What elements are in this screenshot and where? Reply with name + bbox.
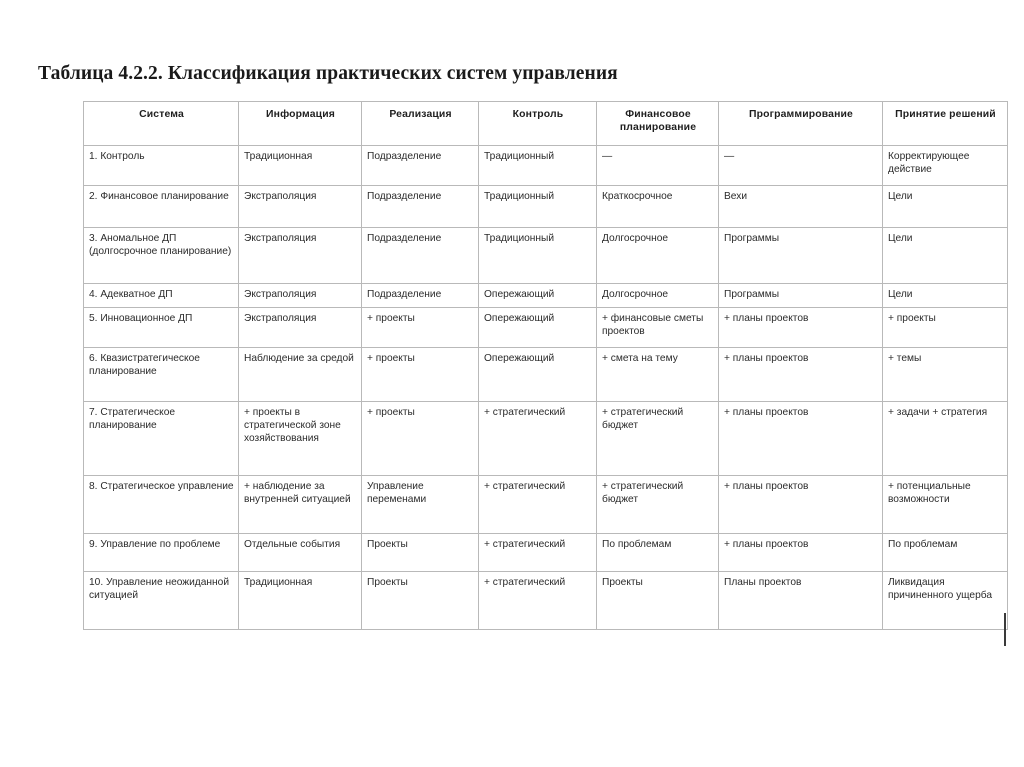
column-header-control: Контроль (479, 102, 597, 146)
cell-decision-making: + задачи + стратегия (883, 402, 1008, 476)
table-row (84, 228, 1008, 284)
table-row (84, 146, 1008, 186)
cell-information: Экстраполяция (239, 186, 362, 228)
cell-system: 3. Аномальное ДП (долгосрочное планирование) (84, 228, 239, 284)
cell-realization: + проекты (362, 402, 479, 476)
cell-decision-making: Ликвидация причиненного ущерба (883, 572, 1008, 630)
table-row (84, 284, 1008, 308)
column-header-information: Информация (239, 102, 362, 146)
cell-financial-planning: + стратегический бюджет (597, 402, 719, 476)
cell-programming: + планы проектов (719, 402, 883, 476)
cell-programming: + планы проектов (719, 348, 883, 402)
column-header-realization: Реализация (362, 102, 479, 146)
cell-system: 8. Стратегическое управление (84, 476, 239, 534)
cell-programming: Программы (719, 284, 883, 308)
cell-programming: Планы проектов (719, 572, 883, 630)
cell-programming: + планы проектов (719, 534, 883, 572)
cell-financial-planning: + смета на тему (597, 348, 719, 402)
cell-control: Опережающий (479, 284, 597, 308)
page-title: Таблица 4.2.2. Классификация практических систем управления (38, 63, 618, 84)
cell-realization: + проекты (362, 308, 479, 348)
scan-artifact-mark (1004, 613, 1006, 646)
cell-realization: Проекты (362, 572, 479, 630)
column-header-system: Система (84, 102, 239, 146)
cell-programming: + планы проектов (719, 476, 883, 534)
cell-control: + стратегический (479, 402, 597, 476)
table-body (84, 146, 1008, 630)
cell-decision-making: + потенциальные возможности (883, 476, 1008, 534)
table-row (84, 348, 1008, 402)
classification-table (83, 101, 1008, 630)
cell-decision-making: Цели (883, 284, 1008, 308)
cell-programming: Вехи (719, 186, 883, 228)
column-header-financial-planning: Финансовое планирование (597, 102, 719, 146)
cell-system: 1. Контроль (84, 146, 239, 186)
table-header (84, 102, 1008, 146)
cell-information: Отдельные события (239, 534, 362, 572)
cell-financial-planning: Долгосрочное (597, 228, 719, 284)
cell-financial-planning: Проекты (597, 572, 719, 630)
column-header-decision-making: Принятие решений (883, 102, 1008, 146)
table-header-row (84, 102, 1008, 146)
cell-control: Опережающий (479, 348, 597, 402)
cell-realization: + проекты (362, 348, 479, 402)
column-header-programming: Программирование (719, 102, 883, 146)
table-row (84, 308, 1008, 348)
cell-decision-making: Цели (883, 228, 1008, 284)
cell-realization: Подразделение (362, 146, 479, 186)
cell-system: 6. Квазистратегическое планирование (84, 348, 239, 402)
cell-system: 7. Стратегическое планирование (84, 402, 239, 476)
cell-realization: Подразделение (362, 284, 479, 308)
cell-information: Экстраполяция (239, 284, 362, 308)
cell-realization: Подразделение (362, 228, 479, 284)
cell-information: Традиционная (239, 572, 362, 630)
cell-information: + наблюдение за внутренней ситуацией (239, 476, 362, 534)
cell-control: + стратегический (479, 476, 597, 534)
cell-information: Экстраполяция (239, 308, 362, 348)
cell-decision-making: Цели (883, 186, 1008, 228)
cell-control: Опережающий (479, 308, 597, 348)
cell-system: 4. Адекватное ДП (84, 284, 239, 308)
cell-system: 10. Управление неожиданной ситуацией (84, 572, 239, 630)
cell-realization: Проекты (362, 534, 479, 572)
cell-decision-making: Корректирующее действие (883, 146, 1008, 186)
table-container (83, 101, 1007, 630)
cell-programming: Программы (719, 228, 883, 284)
cell-financial-planning: Краткосрочное (597, 186, 719, 228)
cell-information: Экстраполяция (239, 228, 362, 284)
cell-control: Традиционный (479, 186, 597, 228)
table-row (84, 476, 1008, 534)
cell-realization: Подразделение (362, 186, 479, 228)
table-row (84, 572, 1008, 630)
cell-financial-planning: Долгосрочное (597, 284, 719, 308)
cell-control: Традиционный (479, 228, 597, 284)
cell-financial-planning: — (597, 146, 719, 186)
table-row (84, 186, 1008, 228)
cell-decision-making: + темы (883, 348, 1008, 402)
cell-system: 9. Управление по проблеме (84, 534, 239, 572)
cell-information: Наблюдение за средой (239, 348, 362, 402)
cell-realization: Управление переменами (362, 476, 479, 534)
cell-information: Традиционная (239, 146, 362, 186)
cell-system: 5. Инновационное ДП (84, 308, 239, 348)
cell-decision-making: + проекты (883, 308, 1008, 348)
cell-control: + стратегический (479, 534, 597, 572)
cell-financial-planning: + финансовые сметы проектов (597, 308, 719, 348)
cell-programming: — (719, 146, 883, 186)
cell-control: Традиционный (479, 146, 597, 186)
cell-information: + проекты в стратегической зоне хозяйствования (239, 402, 362, 476)
cell-financial-planning: + стратегический бюджет (597, 476, 719, 534)
cell-financial-planning: По проблемам (597, 534, 719, 572)
cell-programming: + планы проектов (719, 308, 883, 348)
cell-decision-making: По проблемам (883, 534, 1008, 572)
table-row (84, 402, 1008, 476)
table-row (84, 534, 1008, 572)
cell-control: + стратегический (479, 572, 597, 630)
cell-system: 2. Финансовое планирование (84, 186, 239, 228)
